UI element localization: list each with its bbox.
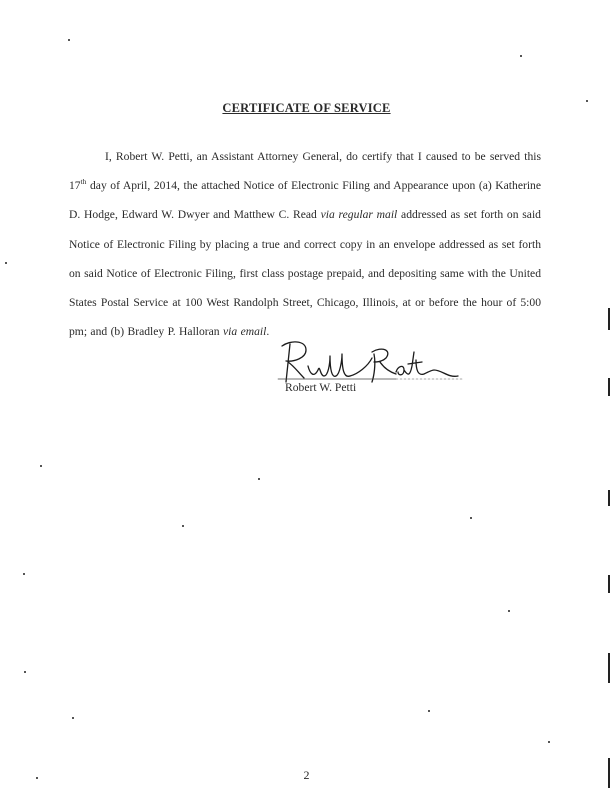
scan-edge-mark [608, 758, 610, 788]
scan-edge-mark [608, 653, 610, 683]
ordinal-suffix: th [80, 177, 87, 187]
scan-speck [68, 39, 70, 41]
scan-edge-mark [608, 378, 610, 396]
scan-speck [548, 741, 550, 743]
scan-speck [24, 671, 26, 673]
paragraph-text-1: I, Robert W. Petti, an Assistant Attorney General, do certify that I caused to be served this 17 [69, 150, 541, 193]
certificate-paragraph [69, 142, 541, 346]
scan-speck [72, 717, 74, 719]
scan-speck [36, 777, 38, 779]
service-method-email: via email [223, 325, 267, 339]
paragraph-text-3: addressed as set forth on said Notice of Electronic Filing by placing a true and correct copy in an envelope addressed as set forth on said Notice of Electronic Filing, first class postage prepaid, and depositing same with the United States Postal Service at 100 West Randolph Street, Chicago, Illinois, at or before the hour of 5:00 pm; and (b) Bradley P. Halloran [69, 208, 541, 339]
document-title: CERTIFICATE OF SERVICE [222, 101, 391, 115]
paragraph-text-4: . [266, 325, 270, 339]
page-number: 2 [303, 768, 310, 782]
handwritten-signature [276, 336, 466, 386]
scan-speck [586, 100, 588, 102]
scan-speck [258, 478, 260, 480]
scan-speck [23, 573, 25, 575]
scan-edge-mark [608, 490, 610, 506]
scan-speck [182, 525, 184, 527]
scan-speck [40, 465, 42, 467]
scan-speck [508, 610, 510, 612]
scan-edge-mark [608, 308, 610, 330]
scan-speck [520, 55, 522, 57]
scan-speck [470, 517, 472, 519]
signer-name: Robert W. Petti [285, 381, 357, 394]
scan-speck [5, 262, 7, 264]
scan-edge-mark [608, 575, 610, 593]
scan-speck [428, 710, 430, 712]
service-method-mail: via regular mail [320, 208, 398, 222]
paragraph-text-2: day of April, 2014, the attached Notice of Electronic Filing and Appearance upon (a) Katherine D. Hodge, Edward W. Dwyer and Matthew C. Read [69, 179, 541, 222]
